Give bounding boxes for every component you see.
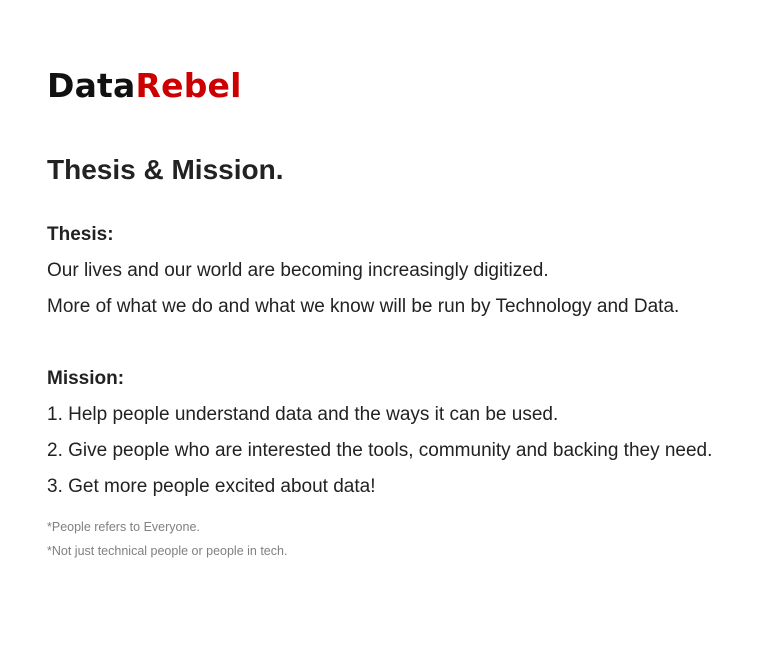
mission-item-2: 2. Give people who are interested the tools, community and backing they need.: [47, 440, 713, 461]
mission-item-1: 1. Help people understand data and the ways it can be used.: [47, 404, 559, 425]
footnote-2: *Not just technical people or people in tech.: [47, 544, 288, 558]
mission-item-3: 3. Get more people excited about data!: [47, 476, 376, 497]
datarebel-logo: [47, 64, 242, 108]
thesis-line-2: More of what we do and what we know will be run by Technology and Data.: [47, 296, 680, 317]
page-title: Thesis & Mission.: [47, 154, 284, 185]
logo-part-rebel: Rebel: [135, 66, 242, 105]
footnote-1: *People refers to Everyone.: [47, 520, 200, 534]
thesis-line-1: Our lives and our world are becoming increasingly digitized.: [47, 260, 549, 281]
thesis-heading: Thesis:: [47, 224, 114, 245]
logo-part-data: Data: [47, 66, 136, 105]
mission-heading: Mission:: [47, 368, 125, 389]
